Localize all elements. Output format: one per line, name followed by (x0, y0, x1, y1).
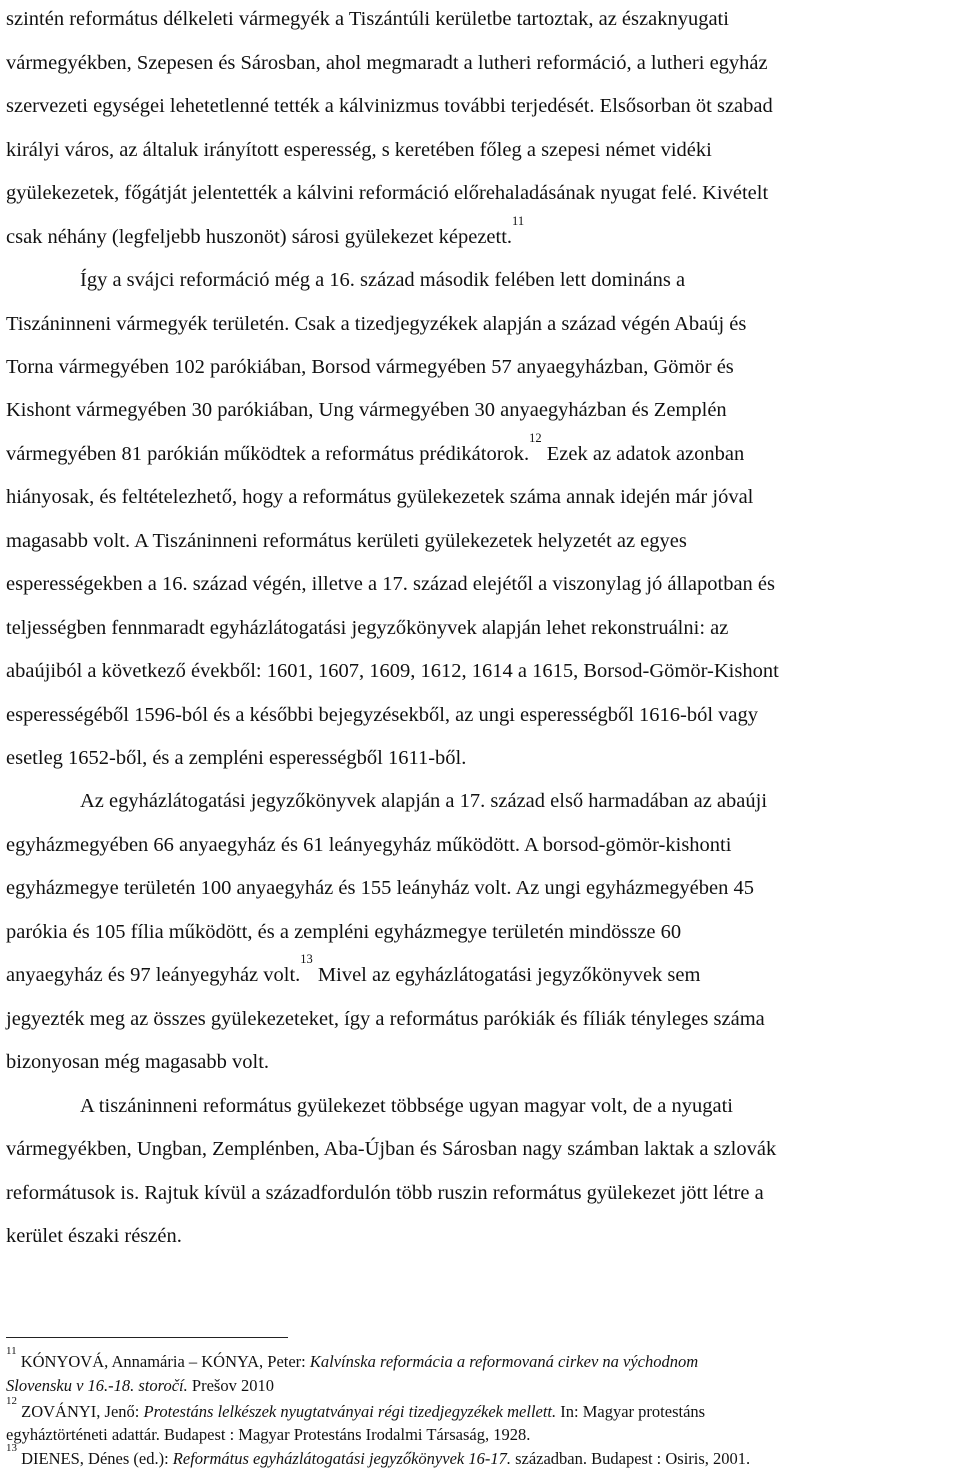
footnote-number: 12 (6, 1395, 17, 1407)
body-line: Az egyházlátogatási jegyzőkönyvek alapján a 17. század első harmadában az abaúji (80, 790, 768, 812)
footnote-13 (6, 1442, 751, 1471)
body-line: A tiszáninneni református gyülekezet többsége ugyan magyar volt, de a nyugati (80, 1095, 733, 1117)
body-line: szintén református délkeleti vármegyék a Tiszántúli kerületbe tartoztak, az északnyugati (6, 8, 729, 30)
footnote-text: században. Budapest : Osiris, 2001. (510, 1449, 751, 1468)
body-line: Így a svájci reformáció még a 16. század második felében lett domináns a (80, 269, 686, 291)
footnote-text: In: Magyar protestáns (556, 1402, 706, 1421)
footnote-12 (6, 1395, 706, 1424)
body-line: reformátusok is. Rajtuk kívül a századfordulón több ruszin református gyülekezet jött létre a (6, 1182, 764, 1204)
body-line: Torna vármegyében 102 parókiában, Borsod vármegyében 57 anyaegyházban, Gömör és (6, 356, 734, 378)
footnote-text: KÓNYOVÁ, Annamária – KÓNYA, Peter: (16, 1352, 310, 1371)
footnote-11-cont (6, 1374, 274, 1398)
body-line: kerület északi részén. (6, 1225, 182, 1247)
footnote-ref[interactable]: 12 (529, 431, 542, 445)
body-line: egyházmegye területén 100 anyaegyház és 155 leányház volt. Az ungi egyházmegyében 45 (6, 877, 754, 899)
footnote-title: Slovensku v 16.-18. storočí. (6, 1376, 188, 1395)
footnote-12-cont: egyháztörténeti adattár. Budapest : Magyar Protestáns Irodalmi Társaság, 1928. (6, 1425, 531, 1444)
footnote-title: Protestáns lelkészek nyugtatványai régi tizedjegyzékek mellett. (143, 1402, 557, 1421)
body-line: teljességben fennmaradt egyházlátogatási jegyzőkönyvek alapján lehet rekonstruálni: az (6, 617, 729, 639)
body-line: gyülekezetek, főgátját jelentették a kálvini reformáció előrehaladásának nyugat felé. Kivételt (6, 182, 769, 204)
body-line: jegyezték meg az összes gyülekezeteket, így a református parókiák és fíliák tényleges száma (6, 1008, 765, 1030)
footnote-ref[interactable]: 13 (300, 952, 313, 966)
footnote-divider (6, 1337, 288, 1338)
footnote-number: 11 (6, 1345, 17, 1357)
footnote-number: 13 (6, 1442, 17, 1454)
footnote-text: ZOVÁNYI, Jenő: (17, 1402, 144, 1421)
body-line: királyi város, az általuk irányított esperesség, s keretében főleg a szepesi német vidéki (6, 139, 712, 161)
body-line: hiányosak, és feltételezhető, hogy a református gyülekezetek száma annak idején már jóval (6, 486, 754, 508)
body-text: vármegyében 81 parókián működtek a református prédikátorok. (6, 443, 530, 465)
body-line: abaújiból a következő évekből: 1601, 1607, 1609, 1612, 1614 a 1615, Borsod-Gömör-Kishont (6, 660, 779, 682)
body-text: csak néhány (legfeljebb huszonöt) sárosi gyülekezet képezett. (6, 226, 513, 248)
body-line (6, 952, 701, 990)
footnote-title: Kalvínska reformácia a reformovaná cirkev na východnom (309, 1352, 699, 1371)
footnote-text: Prešov 2010 (187, 1376, 274, 1395)
body-line: vármegyékben, Ungban, Zemplénben, Aba-Újban és Sárosban nagy számban laktak a szlovák (6, 1138, 777, 1160)
body-line: parókia és 105 fília működött, és a zempléni egyházmegye területén mindössze 60 (6, 921, 682, 943)
body-line: esperességekben a 16. század végén, illetve a 17. század elejétől a viszonylag jó állapotban és (6, 573, 776, 595)
body-text: Mivel az egyházlátogatási jegyzőkönyvek sem (312, 964, 701, 986)
footnote-11 (6, 1345, 699, 1374)
body-line: bizonyosan még magasabb volt. (6, 1051, 270, 1073)
body-text: anyaegyház és 97 leányegyház volt. (6, 964, 301, 986)
body-line: Tiszáninneni vármegyék területén. Csak a tizedjegyzékek alapján a század végén Abaúj és (6, 313, 747, 335)
body-line: vármegyékben, Szepesen és Sárosban, ahol megmaradt a lutheri reformáció, a lutheri egyház (6, 52, 768, 74)
footnote-ref[interactable]: 11 (512, 214, 525, 228)
body-line: magasabb volt. A Tiszáninneni református kerületi gyülekezetek helyzetét az egyes (6, 530, 687, 552)
footnote-title: Református egyházlátogatási jegyzőkönyvek 16-17. (172, 1449, 511, 1468)
footnote-text: DIENES, Dénes (ed.): (17, 1449, 173, 1468)
body-line: egyházmegyében 66 anyaegyház és 61 leányegyház működött. A borsod-gömör-kishonti (6, 834, 732, 856)
body-line: Kishont vármegyében 30 parókiában, Ung vármegyében 30 anyaegyházban és Zemplén (6, 399, 727, 421)
body-line: esperességéből 1596-ból és a későbbi bejegyzésekből, az ungi esperességből 1616-ból vagy (6, 704, 759, 726)
body-text: Ezek az adatok azonban (541, 443, 745, 465)
body-line: szervezeti egységei lehetetlenné tették a kálvinizmus további terjedését. Elsősorban öt szabad (6, 95, 773, 117)
body-line: esetleg 1652-ből, és a zempléni esperességből 1611-ből. (6, 747, 467, 769)
body-line (6, 431, 745, 469)
body-line (6, 214, 525, 252)
